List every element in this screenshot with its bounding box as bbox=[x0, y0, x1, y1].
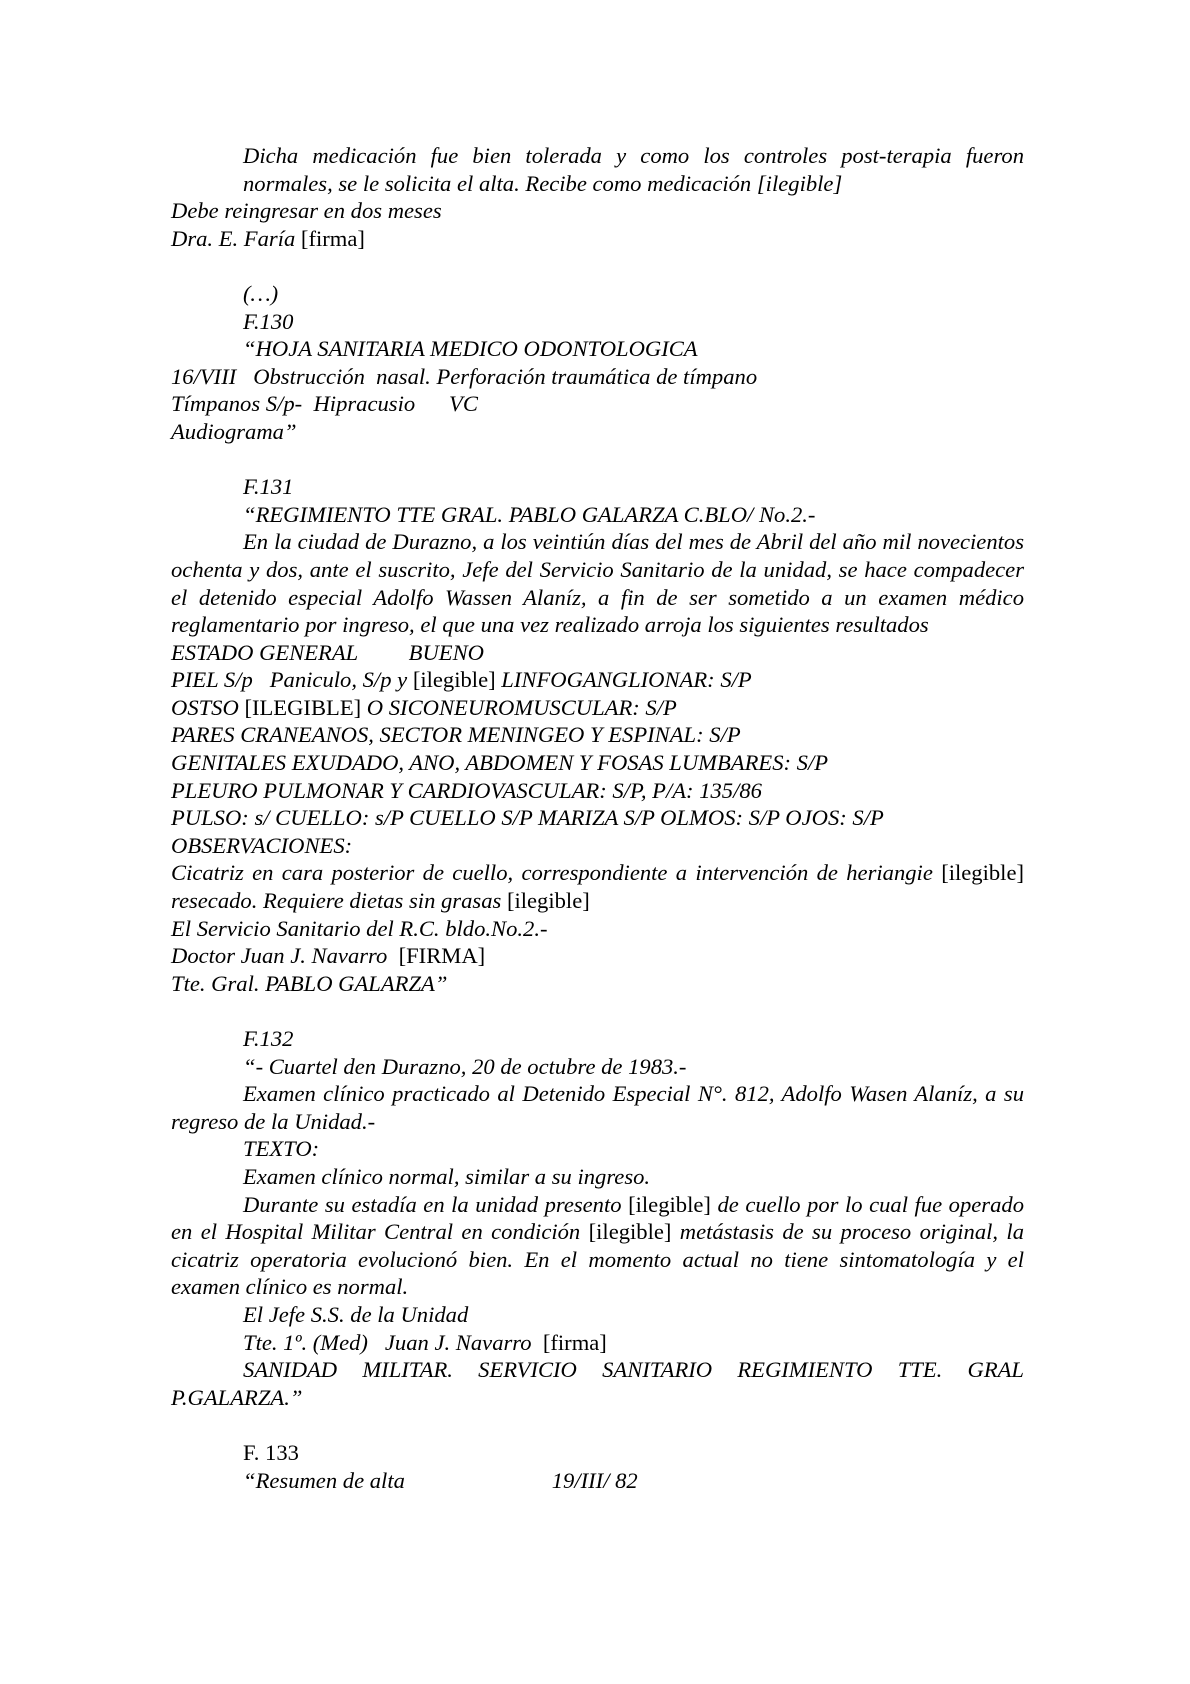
signature-line bbox=[171, 1329, 1024, 1357]
intro-paragraph: En la ciudad de Durazno, a los veintiún días del mes de Abril del año mil novecientos ochenta y dos, ante el suscrito, Jefe del Servicio Sanitario de la unidad, se hace compadecer el detenido especial Adolfo Wassen Alaníz, a fin de ser sometido a un examen médico reglamentario por ingreso, el que una vez realizado arroja los siguientes resultados bbox=[171, 529, 1024, 638]
observation-text: resecado. Requiere dietas sin grasas bbox=[171, 888, 507, 914]
medication-paragraph bbox=[171, 142, 1024, 197]
exam-line: ESTADO GENERAL BUENO bbox=[171, 639, 484, 665]
sanidad-paragraph: SANIDAD MILITAR. SERVICIO SANITARIO REGIMIENTO TTE. GRAL P.GALARZA.” bbox=[171, 1357, 1024, 1410]
doctor-name: Tte. 1º. (Med) Juan J. Navarro bbox=[243, 1329, 543, 1355]
folio-number: F.132 bbox=[243, 1026, 294, 1051]
ellipsis-line: (…) bbox=[243, 280, 279, 306]
exam-line: PARES CRANEANOS, SECTOR MENINGEO Y ESPINAL: S/P bbox=[171, 722, 741, 748]
stay-text: metástasis de su proceso original, la cicatriz operatoria evolucionó bien. En el momento actual no tiene sintomatología y el examen clínico es normal. bbox=[171, 1219, 1024, 1300]
illegible-mark: [ILEGIBLE] bbox=[244, 694, 362, 720]
illegible-mark: [ilegible] bbox=[588, 1219, 672, 1245]
record-line: Tímpanos S/p- Hipracusio VC bbox=[171, 391, 478, 417]
exam-line: PLEURO PULMONAR Y CARDIOVASCULAR: S/P, P/A: 135/86 bbox=[171, 777, 762, 803]
closing-line: Tte. Gral. PABLO GALARZA” bbox=[171, 970, 448, 996]
folio-131 bbox=[171, 473, 1024, 997]
illegible-mark: [ilegible] bbox=[412, 667, 496, 693]
readmit-line: Debe reingresar en dos meses bbox=[171, 198, 442, 224]
signature-mark: [firma] bbox=[542, 1329, 607, 1355]
date-line: “- Cuartel den Durazno, 20 de octubre de 1983.- bbox=[243, 1053, 687, 1079]
exam-paragraph: Examen clínico practicado al Detenido Especial N°. 812, Adolfo Wasen Alaníz, a su regreso de la Unidad.- bbox=[171, 1081, 1024, 1134]
record-line: 16/VIII Obstrucción nasal. Perforación traumática de tímpano bbox=[171, 363, 758, 389]
signature-mark: [FIRMA] bbox=[398, 943, 486, 969]
exam-line bbox=[171, 666, 1024, 694]
chief-line: El Jefe S.S. de la Unidad bbox=[243, 1301, 469, 1327]
stay-text: de cuello por lo cual fue operado en el Hospital Militar Central en condición bbox=[171, 1191, 1024, 1245]
illegible-mark: [ilegible] bbox=[628, 1191, 711, 1217]
exam-line: PULSO: s/ CUELLO: s/P CUELLO S/P MARIZA S/P OLMOS: S/P OJOS: S/P bbox=[171, 805, 884, 831]
folio-130 bbox=[171, 280, 1024, 446]
summary-line: “Resumen de alta 19/III/ 82 bbox=[243, 1467, 638, 1493]
illegible-mark: [ilegible] bbox=[506, 888, 590, 914]
stay-text: Durante su estadía en la unidad presento bbox=[243, 1191, 629, 1217]
illegible-mark: [ilegible] bbox=[941, 860, 1024, 886]
folio-number: F. 133 bbox=[243, 1439, 299, 1465]
observation-text: Cicatriz en cara posterior de cuello, correspondiente a intervención de heriangie bbox=[171, 860, 933, 886]
discharge-note bbox=[171, 142, 1024, 252]
exam-text: OSTSO bbox=[171, 694, 245, 720]
illegible-mark: [ilegible] bbox=[756, 170, 843, 196]
observations-heading: OBSERVACIONES: bbox=[171, 832, 353, 858]
service-line: El Servicio Sanitario del R.C. bldo.No.2.- bbox=[171, 915, 548, 941]
stay-paragraph bbox=[171, 1191, 1024, 1301]
observations-paragraph bbox=[171, 859, 1024, 914]
folio-number: F.131 bbox=[243, 474, 294, 500]
exam-line: GENITALES EXUDADO, ANO, ABDOMEN Y FOSAS LUMBARES: S/P bbox=[171, 750, 829, 776]
text-heading: TEXTO: bbox=[243, 1136, 320, 1162]
exam-text: PIEL S/p Paniculo, S/p y bbox=[171, 667, 413, 693]
signature-mark: [firma] bbox=[300, 225, 365, 251]
folio-132 bbox=[171, 1025, 1024, 1411]
folio-number: F.130 bbox=[243, 308, 294, 334]
folio-133 bbox=[171, 1439, 1024, 1494]
exam-line bbox=[171, 694, 1024, 722]
record-line: Audiograma” bbox=[171, 418, 297, 444]
document-page bbox=[171, 142, 1024, 1522]
exam-text: O SICONEUROMUSCULAR: S/P bbox=[361, 694, 677, 720]
medication-text: Dicha medicación fue bien tolerada y como los controles post-terapia fueron normales, se le solicita el alta. Recibe como medicación bbox=[243, 143, 1024, 196]
folio-heading: “HOJA SANITARIA MEDICO ODONTOLOGICA bbox=[243, 336, 698, 362]
signature-line bbox=[171, 942, 1024, 970]
folio-heading: “REGIMIENTO TTE GRAL. PABLO GALARZA C.BLO/ No.2.- bbox=[243, 501, 816, 527]
signature-line bbox=[171, 225, 1024, 253]
exam-line: Examen clínico normal, similar a su ingreso. bbox=[243, 1163, 651, 1189]
doctor-name: Doctor Juan J. Navarro bbox=[171, 943, 399, 969]
exam-text: LINFOGANGLIONAR: S/P bbox=[495, 667, 752, 693]
doctor-name: Dra. E. Faría bbox=[171, 225, 296, 251]
